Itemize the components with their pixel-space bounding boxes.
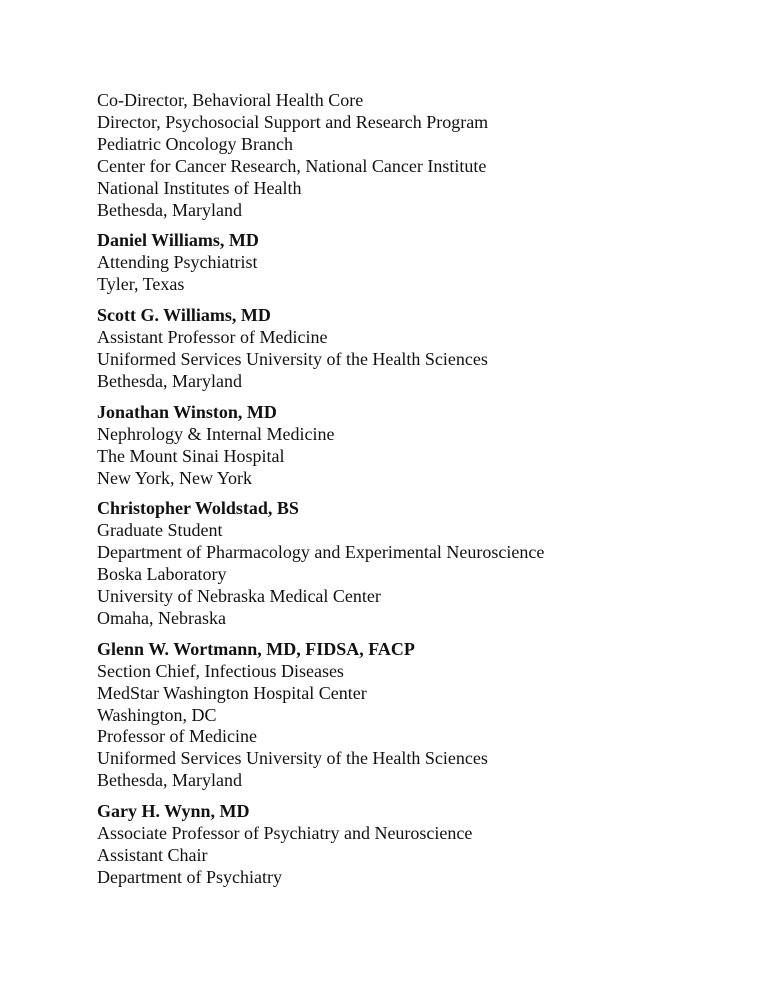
contributor-entry [97, 639, 757, 792]
contributor-entry [97, 498, 757, 629]
affiliation-line: National Institutes of Health [97, 177, 302, 198]
affiliation-line: Uniformed Services University of the Health Sciences [97, 348, 488, 369]
affiliation-line: Tyler, Texas [97, 274, 185, 295]
affiliation-line: Washington, DC [97, 704, 217, 725]
affiliation-line: University of Nebraska Medical Center [97, 586, 381, 607]
contributor-name: Glenn W. Wortmann, MD, FIDSA, FACP [97, 638, 415, 659]
affiliation-line: Pediatric Oncology Branch [97, 133, 293, 154]
affiliation-line: Nephrology & Internal Medicine [97, 423, 335, 444]
affiliation-line: MedStar Washington Hospital Center [97, 682, 367, 703]
affiliation-line: Co-Director, Behavioral Health Core [97, 90, 364, 110]
affiliation-line: Bethesda, Maryland [97, 370, 242, 391]
affiliation-line: Assistant Chair [97, 845, 208, 865]
affiliation-line: Department of Psychiatry [97, 866, 282, 887]
contributor-name: Christopher Woldstad, BS [97, 498, 299, 519]
affiliation-line: Center for Cancer Research, National Cancer Institute [97, 155, 487, 176]
affiliation-line: Section Chief, Infectious Diseases [97, 660, 344, 681]
contributor-name: Scott G. Williams, MD [97, 305, 271, 326]
contributor-name: Gary H. Wynn, MD [97, 801, 250, 822]
affiliation-line: Omaha, Nebraska [97, 607, 226, 628]
contributor-entry [97, 305, 757, 393]
affiliation-line: Assistant Professor of Medicine [97, 327, 328, 348]
affiliation-line: Department of Pharmacology and Experimental Neuroscience [97, 542, 545, 563]
affiliation-line: Graduate Student [97, 520, 223, 541]
affiliation-line: Professor of Medicine [97, 726, 257, 747]
contributor-entry-continued [97, 90, 757, 221]
contributor-entry [97, 230, 757, 296]
contributor-name: Jonathan Winston, MD [97, 401, 277, 422]
contributor-entry [97, 402, 757, 490]
affiliation-line: Associate Professor of Psychiatry and Neuroscience [97, 823, 473, 844]
affiliation-line: Director, Psychosocial Support and Research Program [97, 111, 489, 132]
affiliation-line: Boska Laboratory [97, 564, 227, 585]
contributor-entry [97, 801, 757, 889]
affiliation-line: Uniformed Services University of the Health Sciences [97, 748, 488, 769]
affiliation-line: New York, New York [97, 467, 253, 488]
affiliation-line: The Mount Sinai Hospital [97, 445, 285, 466]
contributor-list [97, 90, 757, 889]
affiliation-line: Bethesda, Maryland [97, 770, 242, 791]
affiliation-line: Bethesda, Maryland [97, 199, 242, 220]
contributor-name: Daniel Williams, MD [97, 230, 259, 251]
affiliation-line: Attending Psychiatrist [97, 252, 258, 273]
